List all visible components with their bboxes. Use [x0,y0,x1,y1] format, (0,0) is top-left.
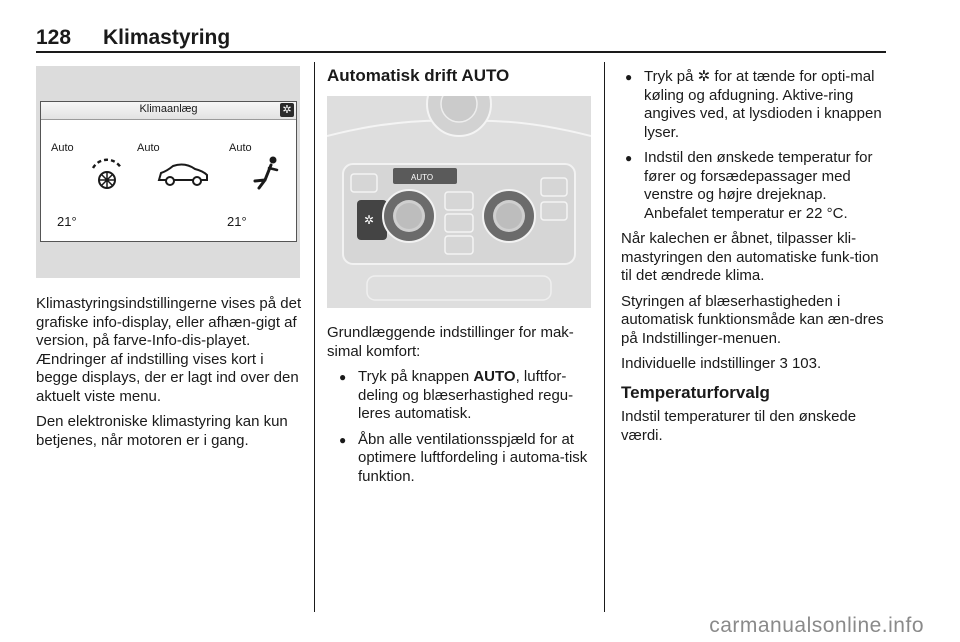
paragraph: Indstil temperaturer til den ønskede værdi. [621,408,857,444]
bullet-list [327,368,593,486]
list-item-text: Åbn alle ventilationsspjæld for at optimere luftfordeling i automa-tisk funktion. [358,430,588,485]
list-item-text: Tryk på knappen [358,368,474,385]
paragraph: Styringen af blæserhastigheden i automatisk funktionsmåde kan æn-dres på Indstillinger-menuen. [621,292,884,347]
column-divider-right [604,62,605,612]
screen-title: Klimaanlæg [139,103,198,115]
column-1-text [36,295,304,457]
auto-button-label: AUTO [411,173,434,182]
auto-label-fan: Auto [51,142,74,154]
fan-icon [87,154,127,194]
list-item [335,431,593,487]
watermark: carmanualsonline.info [709,614,924,637]
header-rule [36,51,886,53]
control-panel-illustration [327,96,591,308]
paragraph: Grundlæggende indstillinger for mak-simal komfort: [327,324,574,360]
auto-label-airflow: Auto [137,142,160,154]
paragraph: Den elektroniske klimastyring kan kun betjenes, når motoren er i gang. [36,413,288,449]
section-heading: Temperaturforvalg [621,382,770,402]
paragraph: Klimastyringsindstillingerne vises på det grafiske info-display, eller afhæn-gigt af version, på farve-Info-dis-playet. Ændringer af indstilling vises kort i begge displays, der er lagt ind over den aktuelt viste menu. [36,295,302,405]
bullet-list [621,68,889,223]
car-airflow-icon [155,160,211,188]
climate-display-screen [40,101,297,242]
list-item [621,149,889,223]
temperature-left: 21° [57,214,77,229]
column-3-text [621,68,889,452]
ac-button-icon: ✲ [697,68,711,85]
auto-label-seat: Auto [229,142,252,154]
list-item [621,68,889,142]
fan-settings-icon: ✲ [280,103,294,117]
seat-airflow-icon [249,154,281,192]
list-item-text: for at tænde for opti-mal køling og afdugning. Aktive-ring angives ved, at lysdioden i knappen lyser. [644,68,882,141]
auto-bold-text: AUTO [473,368,516,385]
control-panel-figure [327,96,591,308]
column-divider-left [314,62,315,612]
list-item-text: Tryk på [644,68,698,85]
column-2-text [327,324,593,493]
climate-display-figure [36,66,300,278]
list-item-text: , luftfor-deling og blæserhastighed regu-leres automatisk. [358,368,574,422]
list-item [335,368,593,424]
page-reference-arrow-icon: 3 [779,355,788,372]
list-item-text: Indstil den ønskede temperatur for fører og forsædepassager med venstre og højre drejeknap. Anbefalet temperatur er 22 °C. [644,149,873,222]
paragraph: Når kalechen er åbnet, tilpasser kli-mastyringen den automatiske funk-tion til det ændrede klima. [621,230,879,284]
reference-paragraph [621,355,889,374]
svg-text:✲: ✲ [364,213,375,227]
reference-text: Individuelle indstillinger [621,355,780,372]
page-title: Klimastyring [103,26,231,49]
page-number: 128 [36,26,72,49]
reference-page: 103. [787,355,822,372]
column-2-heading: Automatisk drift AUTO [327,66,510,85]
temperature-right: 21° [227,214,247,229]
screen-titlebar [41,102,296,120]
